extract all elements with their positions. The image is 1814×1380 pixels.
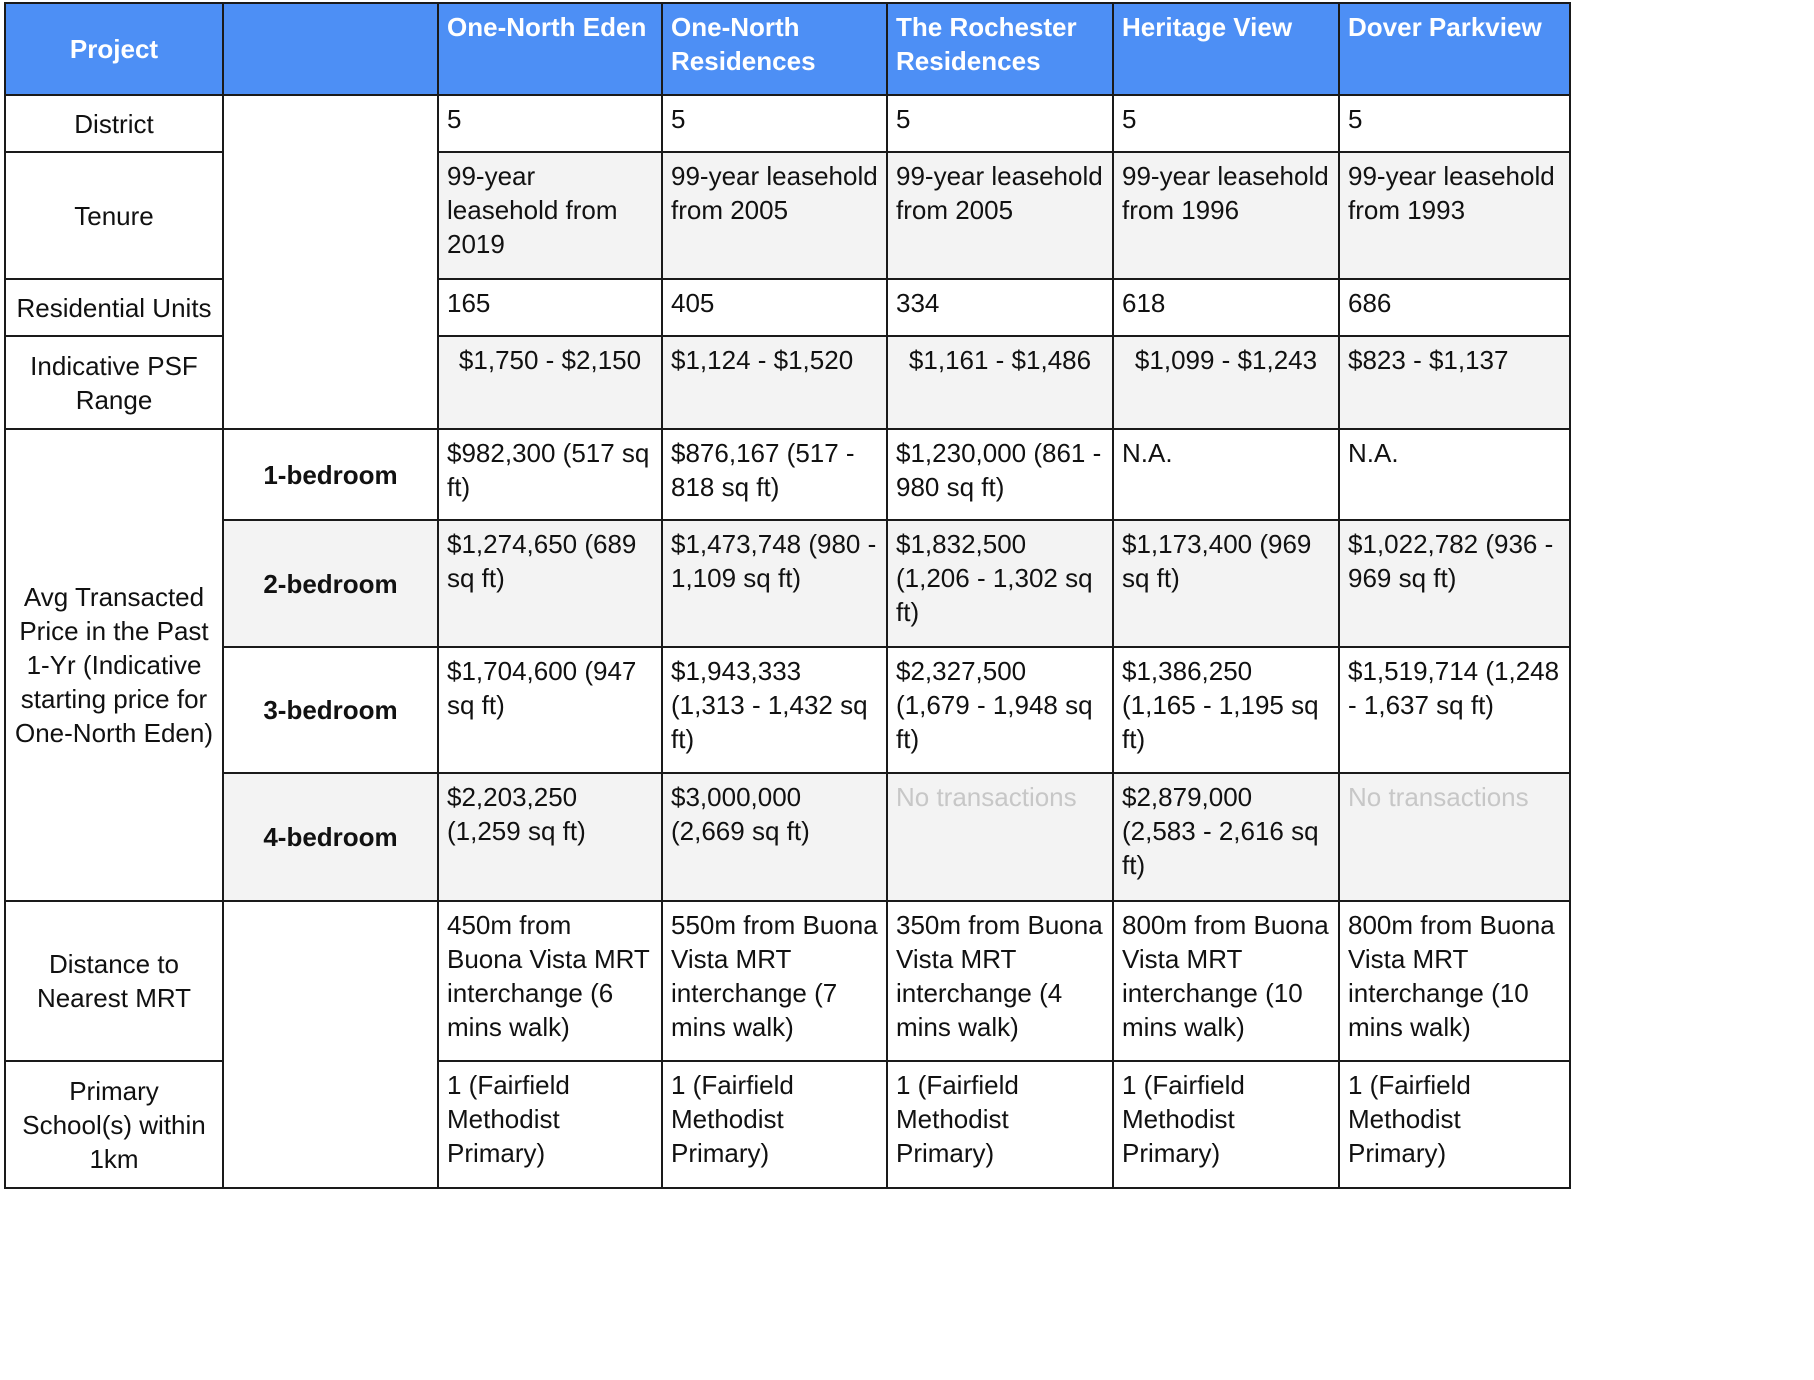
row-distance-mrt xyxy=(5,901,1570,1061)
header-dover-parkview: Dover Parkview xyxy=(1339,3,1570,95)
units-dover-parkview: 686 xyxy=(1339,279,1570,336)
mrt-rochester-residences: 350m from Buona Vista MRT interchange (4 mins walk) xyxy=(887,901,1113,1061)
header-subcategory xyxy=(223,3,438,95)
label-primary-schools: Primary School(s) within 1km xyxy=(5,1061,223,1188)
label-avg-transacted-price: Avg Transacted Price in the Past 1-Yr (Indicative starting price for One-North Eden) xyxy=(5,429,223,901)
mrt-one-north-eden: 450m from Buona Vista MRT interchange (6 mins walk) xyxy=(438,901,662,1061)
district-rochester-residences: 5 xyxy=(887,95,1113,152)
school-heritage-view: 1 (Fairfield Methodist Primary) xyxy=(1113,1061,1339,1188)
units-one-north-eden: 165 xyxy=(438,279,662,336)
2br-rochester-residences: $1,832,500 (1,206 - 1,302 sq ft) xyxy=(887,520,1113,647)
project-comparison-table xyxy=(4,2,1571,1189)
1br-rochester-residences: $1,230,000 (861 - 980 sq ft) xyxy=(887,429,1113,520)
tenure-one-north-residences: 99-year leasehold from 2005 xyxy=(662,152,887,279)
1br-one-north-residences: $876,167 (517 - 818 sq ft) xyxy=(662,429,887,520)
4br-heritage-view: $2,879,000 (2,583 - 2,616 sq ft) xyxy=(1113,773,1339,901)
label-psf-range: Indicative PSF Range xyxy=(5,336,223,429)
2br-one-north-residences: $1,473,748 (980 - 1,109 sq ft) xyxy=(662,520,887,647)
header-row xyxy=(5,3,1570,95)
row-2-bedroom xyxy=(5,520,1570,647)
2br-one-north-eden: $1,274,650 (689 sq ft) xyxy=(438,520,662,647)
header-one-north-residences: One-North Residences xyxy=(662,3,887,95)
blank-sub-cell-top xyxy=(223,95,438,429)
tenure-rochester-residences: 99-year leasehold from 2005 xyxy=(887,152,1113,279)
label-3-bedroom: 3-bedroom xyxy=(223,647,438,773)
school-rochester-residences: 1 (Fairfield Methodist Primary) xyxy=(887,1061,1113,1188)
label-1-bedroom: 1-bedroom xyxy=(223,429,438,520)
label-2-bedroom: 2-bedroom xyxy=(223,520,438,647)
row-4-bedroom xyxy=(5,773,1570,901)
header-one-north-eden: One-North Eden xyxy=(438,3,662,95)
3br-one-north-residences: $1,943,333 (1,313 - 1,432 sq ft) xyxy=(662,647,887,773)
row-3-bedroom xyxy=(5,647,1570,773)
3br-rochester-residences: $2,327,500 (1,679 - 1,948 sq ft) xyxy=(887,647,1113,773)
1br-one-north-eden: $982,300 (517 sq ft) xyxy=(438,429,662,520)
label-distance-mrt: Distance to Nearest MRT xyxy=(5,901,223,1061)
district-heritage-view: 5 xyxy=(1113,95,1339,152)
4br-one-north-residences: $3,000,000 (2,669 sq ft) xyxy=(662,773,887,901)
3br-dover-parkview: $1,519,714 (1,248 - 1,637 sq ft) xyxy=(1339,647,1570,773)
header-heritage-view: Heritage View xyxy=(1113,3,1339,95)
label-residential-units: Residential Units xyxy=(5,279,223,336)
psf-heritage-view: $1,099 - $1,243 xyxy=(1113,336,1339,429)
psf-one-north-residences: $1,124 - $1,520 xyxy=(662,336,887,429)
2br-heritage-view: $1,173,400 (969 sq ft) xyxy=(1113,520,1339,647)
units-one-north-residences: 405 xyxy=(662,279,887,336)
district-dover-parkview: 5 xyxy=(1339,95,1570,152)
school-one-north-residences: 1 (Fairfield Methodist Primary) xyxy=(662,1061,887,1188)
school-dover-parkview: 1 (Fairfield Methodist Primary) xyxy=(1339,1061,1570,1188)
mrt-heritage-view: 800m from Buona Vista MRT interchange (10 mins walk) xyxy=(1113,901,1339,1061)
mrt-one-north-residences: 550m from Buona Vista MRT interchange (7 mins walk) xyxy=(662,901,887,1061)
psf-one-north-eden: $1,750 - $2,150 xyxy=(438,336,662,429)
blank-sub-cell-bottom xyxy=(223,901,438,1188)
2br-dover-parkview: $1,022,782 (936 - 969 sq ft) xyxy=(1339,520,1570,647)
header-project: Project xyxy=(5,3,223,95)
1br-heritage-view: N.A. xyxy=(1113,429,1339,520)
school-one-north-eden: 1 (Fairfield Methodist Primary) xyxy=(438,1061,662,1188)
units-heritage-view: 618 xyxy=(1113,279,1339,336)
label-4-bedroom: 4-bedroom xyxy=(223,773,438,901)
tenure-dover-parkview: 99-year leasehold from 1993 xyxy=(1339,152,1570,279)
label-district: District xyxy=(5,95,223,152)
psf-dover-parkview: $823 - $1,137 xyxy=(1339,336,1570,429)
4br-rochester-residences: No transactions xyxy=(887,773,1113,901)
tenure-heritage-view: 99-year leasehold from 1996 xyxy=(1113,152,1339,279)
psf-rochester-residences: $1,161 - $1,486 xyxy=(887,336,1113,429)
label-tenure: Tenure xyxy=(5,152,223,279)
3br-heritage-view: $1,386,250 (1,165 - 1,195 sq ft) xyxy=(1113,647,1339,773)
district-one-north-eden: 5 xyxy=(438,95,662,152)
district-one-north-residences: 5 xyxy=(662,95,887,152)
header-rochester-residences: The Rochester Residences xyxy=(887,3,1113,95)
4br-dover-parkview: No transactions xyxy=(1339,773,1570,901)
4br-one-north-eden: $2,203,250 (1,259 sq ft) xyxy=(438,773,662,901)
units-rochester-residences: 334 xyxy=(887,279,1113,336)
3br-one-north-eden: $1,704,600 (947 sq ft) xyxy=(438,647,662,773)
tenure-one-north-eden: 99-year leasehold from 2019 xyxy=(438,152,662,279)
row-district xyxy=(5,95,1570,152)
1br-dover-parkview: N.A. xyxy=(1339,429,1570,520)
mrt-dover-parkview: 800m from Buona Vista MRT interchange (10 mins walk) xyxy=(1339,901,1570,1061)
row-1-bedroom xyxy=(5,429,1570,520)
